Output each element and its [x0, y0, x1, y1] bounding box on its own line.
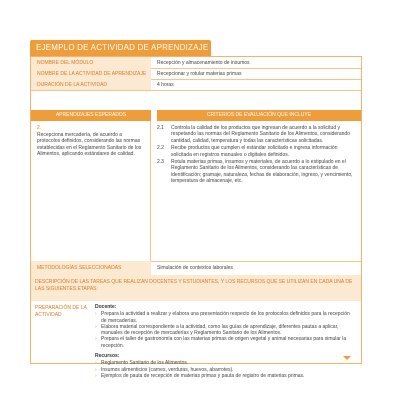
info-label: NOMBRE DE LA ACTIVIDAD DE APRENDIZAJE	[31, 68, 151, 79]
list-item-text: Elabora material correspondiente a la actividad, como las guías de aprendizaje, diferentes pautas a aplicar, manuales de recepción de mercaderías y Reglamento Sanitario de los Alimentos.	[101, 323, 339, 337]
description-text: DESCRIPCIÓN DE LAS TAREAS QUE REALIZAN DOCENTES Y ESTUDIANTES, Y LOS RECURSOS QUE SE UTILIZAN EN CADA UNA DE LAS SIGUIENTES ETAPAS:	[35, 279, 353, 292]
criterion-item	[157, 125, 357, 144]
column-headers	[31, 110, 361, 121]
docente-title: Docente:	[95, 304, 117, 310]
preparation-row	[31, 301, 361, 379]
info-label: NOMBRE DEL MÓDULO	[31, 57, 151, 68]
column-header-criteria: CRITERIOS DE EVALUACIÓN QUE INCLUYE	[157, 110, 361, 121]
criterion-text: Recibe productos que cumplen el estándar solicitado e ingresa información solicitada en registros manuales o digitales definidos.	[171, 145, 338, 158]
column-header-learning: APRENDIZAJES ESPERADOS	[31, 110, 151, 121]
criterion-item	[157, 145, 357, 158]
bullet-icon: ›	[95, 372, 97, 379]
bullet-icon: ›	[95, 311, 97, 318]
criterion-number: 2.3	[157, 159, 164, 166]
list-item-text: Insumos alimenticios (carnes, verduras, huevos, abarrotes).	[101, 366, 234, 373]
list-item-text: Prepara la actividad a realizar y elabora una presentación respecto de los protocolos definidos para la recepción de mercaderías.	[101, 311, 350, 324]
info-label: DURACIÓN DE LA ACTIVIDAD	[31, 79, 151, 90]
list-item	[95, 311, 355, 324]
criterion-number: 2.2	[157, 145, 164, 152]
list-item-text: Reglamento Sanitario de los Alimentos.	[101, 360, 189, 367]
list-item-text: Prepara el taller de gastronomía con las materias primas de origen vegetal y animal necesarias para simular la recepción.	[101, 336, 347, 349]
bullet-icon: ›	[95, 323, 97, 330]
list-item	[95, 336, 355, 349]
list-item	[95, 324, 355, 337]
description-banner	[31, 275, 361, 301]
page-header: EJEMPLO DE ACTIVIDAD DE APRENDIZAJE	[30, 40, 211, 56]
info-value: 4 horas	[157, 81, 174, 88]
activity-table	[30, 56, 362, 379]
activity-page	[30, 40, 362, 379]
info-row-duration	[31, 79, 361, 91]
recursos-title: Recursos:	[95, 353, 120, 360]
info-value: Recepcionar y rotular materias primas	[157, 70, 242, 77]
criterion-text: Controla la calidad de los productos que ingresan de acuerdo a la solicitud y respetando las normas del Reglamento Sanitario de los Alimentos, considerando cantidad, calidad, temperatura y todas las características solicitadas.	[171, 125, 350, 144]
bullet-icon: ›	[95, 360, 97, 367]
methodology-row	[31, 261, 361, 276]
learning-outcome	[31, 121, 151, 261]
list-item-text: Ejemplos de pauta de recepción de materias primas y pauta de registro de materias primas.	[101, 372, 305, 379]
methodology-value: Simulación de contextos laborales	[157, 265, 233, 271]
preparation-content	[95, 304, 355, 379]
methodology-label: METODOLOGÍAS SELECCIONADAS	[31, 261, 151, 275]
preparation-label: PREPARACIÓN DE LA ACTIVIDAD	[35, 305, 87, 318]
criterion-text: Rotula materias primas, insumos y materiales, de acuerdo a lo estipulado en el Reglamento Sanitario de los Alimentos, considerando las características de identificación; gramaje, naturaleza, fechas de elaboración, ingreso, y vencimiento, temperatura de almacenaje, etc.	[171, 159, 353, 185]
bullet-icon: ›	[95, 336, 97, 343]
criteria-list	[157, 125, 357, 186]
learning-number: 2.	[37, 125, 42, 131]
bullet-icon: ›	[95, 366, 97, 373]
continue-triangle-icon	[343, 356, 351, 360]
learning-row	[31, 121, 361, 262]
learning-text: Recepciona mercadería, de acuerdo a protocolos definidos, considerando las normas establecidas en el Reglamento Sanitario de los Alimentos, aplicando estándares de calidad.	[37, 131, 142, 157]
criterion-item	[157, 159, 357, 185]
info-value: Recepción y almacenamiento de insumos	[157, 59, 250, 66]
list-item	[95, 373, 355, 379]
criterion-number: 2.1	[157, 125, 164, 131]
